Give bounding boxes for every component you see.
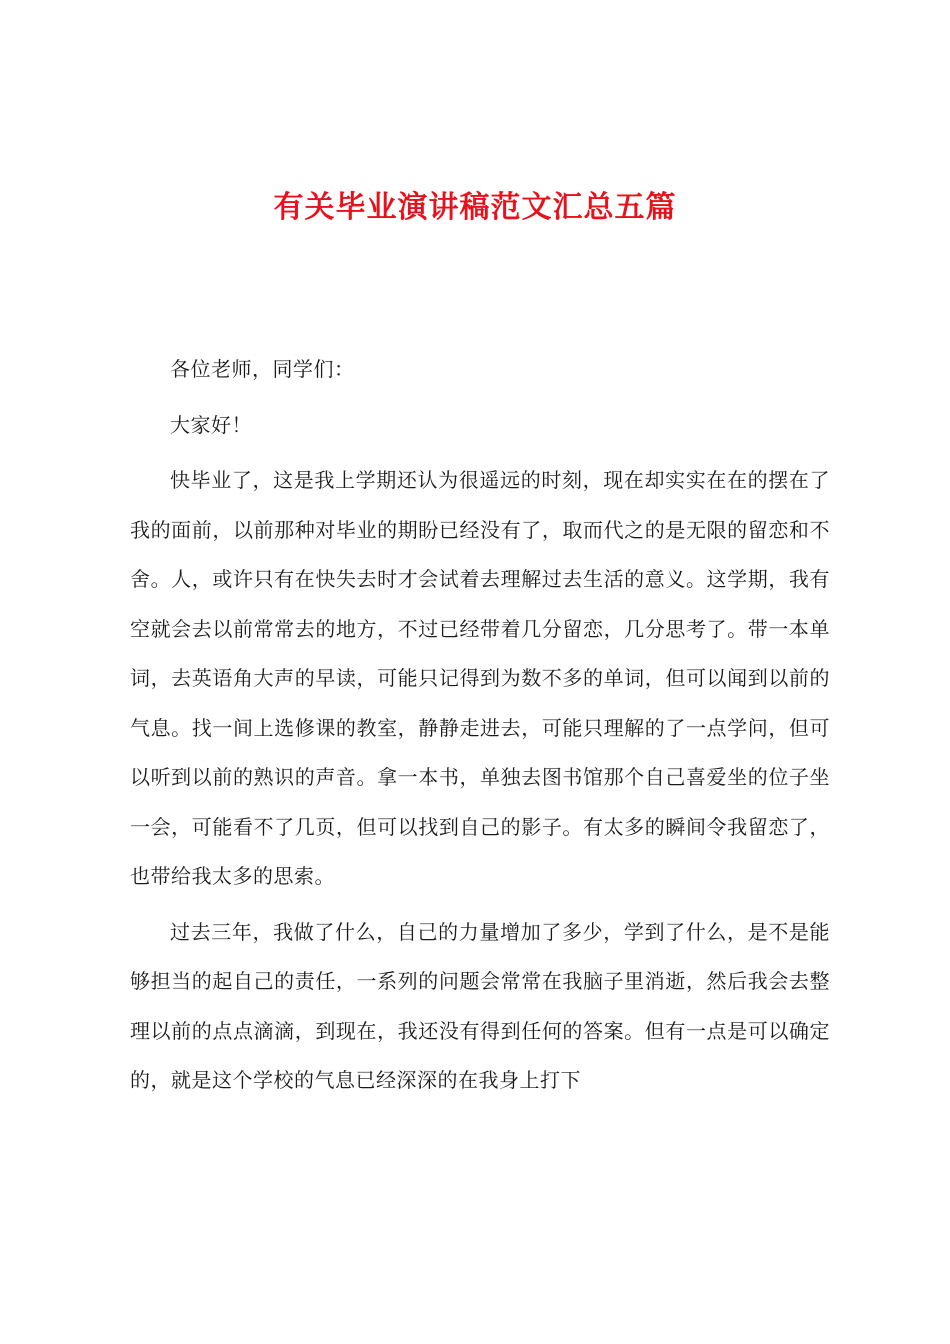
body-paragraph-1: 快毕业了，这是我上学期还认为很遥远的时刻，现在却实实在在的摆在了我的面前，以前那种对毕业的期盼已经没有了，取而代之的是无限的留恋和不舍。人，或许只有在快失去时才会试着去理解过去生活的意义。这学期，我有空就会去以前常常去的地方，不过已经带着几分留恋，几分思考了。带一本单词，去英语角大声的早读，可能只记得到为数不多的单词，但可以闻到以前的气息。找一间上选修课的教室，静静走进去，可能只理解的了一点学问，但可以听到以前的熟识的声音。拿一本书，单独去图书馆那个自己喜爱坐的位子坐一会，可能看不了几页，但可以找到自己的影子。有太多的瞬间令我留恋了，也带给我太多的思索。: [130, 468, 830, 888]
salutation-paragraph: 大家好！: [170, 412, 252, 437]
greeting-paragraph: 各位老师，同学们：: [170, 357, 355, 381]
body-paragraph-2: 过去三年，我做了什么，自己的力量增加了多少，学到了什么，是不是能够担当的起自己的责任，一系列的问题会常常在我脑子里消逝，然后我会去整理以前的点点滴滴，到现在，我还没有得到任何的答案。但有一点是可以确定的，就是这个学校的气息已经深深的在我身上打下: [130, 919, 830, 1092]
document-title: 有关毕业演讲稿范文汇总五篇: [273, 190, 677, 225]
document-body: [130, 345, 830, 1112]
